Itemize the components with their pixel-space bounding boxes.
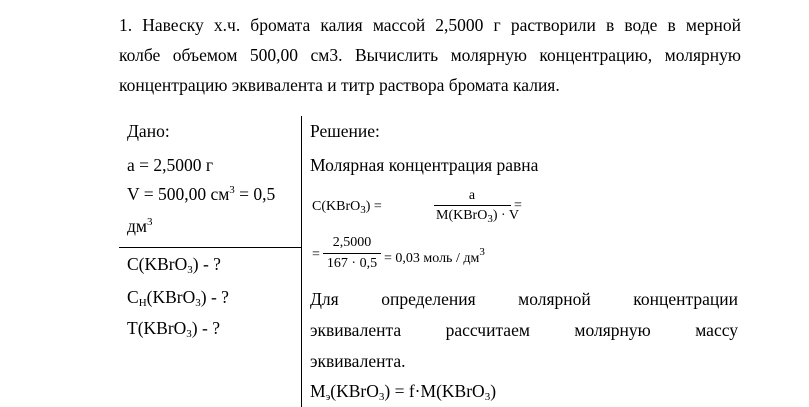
find-1-pre: C(KBrO [127,254,188,274]
eq-mass-m: M [310,381,326,401]
formula-1-lhs-text: C(KBrO [312,199,361,214]
find-2-pre: C [127,287,139,307]
given-volume-unit [127,216,295,237]
formula-1-numerator: a [468,188,476,203]
formula-2-result [384,246,485,267]
para-word: Для [310,289,339,309]
find-2-mid: (KBrO [146,287,196,307]
formula-1-den-sub: 3 [487,213,493,225]
problem-line-2: колбе объемом 500,00 см3. Вычислить молярную концентрацию, молярную [119,45,741,65]
find-2-sub: 3 [195,297,201,309]
formula-2-denominator: 167 · 0,5 [326,256,378,271]
problem-line-1: 1. Навеску х.ч. бромата калия массой 2,5000 г растворили в воде в мерной [119,15,741,35]
formula-1-lhs [312,199,382,216]
find-molar-concentration [127,254,295,276]
given-mass: а = 2,5000 г [127,155,214,175]
eq-mass-c: ) = f·M(KBrO [384,381,485,401]
formula-1-lhs-sub: 3 [360,204,366,216]
find-3-post: ) - ? [191,318,220,338]
given-volume-exp: 3 [229,184,235,196]
given-volume-unit-text: дм [127,216,147,236]
given-header: Дано: [127,121,170,141]
formula-2-numerator: 2,5000 [332,235,372,250]
formula-2-result-exp: 3 [479,246,485,258]
equivalent-mass-formula [310,381,496,403]
eq-mass-sub-e: э [325,391,331,403]
paragraph-line-3: эквивалента. [310,351,406,371]
eq-mass-d: ) [490,381,497,401]
formula-1-den-a: M(KBrO [436,208,488,223]
formula-2-equals: = [312,247,320,262]
formula-1-denominator [436,208,519,225]
para-word: молярную [574,320,651,340]
solution-header: Решение: [310,121,380,141]
table-vertical-divider [301,116,302,407]
para-word: молярной [518,289,591,309]
given-volume-text: V = 500,00 см [127,184,230,204]
para-word: концентрации [633,289,738,309]
given-volume-rest: = 0,5 [234,184,276,204]
given-volume [127,184,295,205]
eq-mass-b: (KBrO [330,381,379,401]
para-word: рассчитаем [445,320,530,340]
formula-2-result-text: = 0,03 моль / дм [384,251,480,266]
formula-1-fraction-bar [434,205,511,206]
paragraph-line-1 [310,289,738,310]
para-word: определения [381,289,476,309]
formula-2-fraction-bar [323,253,381,254]
para-word: эквивалента [310,320,402,340]
paragraph-line-2 [310,320,738,341]
find-equivalent-concentration [127,287,295,309]
find-3-sub: 3 [186,328,192,340]
eq-mass-sub-3b: 3 [484,391,491,403]
problem-line-3: концентрацию эквивалента и титр раствора бромата калия. [119,75,560,95]
find-1-sub: 3 [187,264,193,276]
given-volume-unit-exp: 3 [146,216,153,228]
formula-1-den-b: ) · V [492,208,520,223]
formula-1-equals: = [514,198,522,213]
formula-1-lhs-end: ) = [365,199,382,214]
find-2-post: ) - ? [200,287,229,307]
para-word: массу [695,320,738,340]
given-find-divider [119,247,302,248]
find-2-sub-n: Н [138,297,147,309]
problem-text [119,10,741,100]
find-titer [127,318,295,340]
molar-concentration-label: Молярная концентрация равна [310,155,539,175]
eq-mass-sub-3: 3 [378,391,385,403]
find-3-pre: T(KBrO [127,318,187,338]
find-1-post: ) - ? [192,254,221,274]
